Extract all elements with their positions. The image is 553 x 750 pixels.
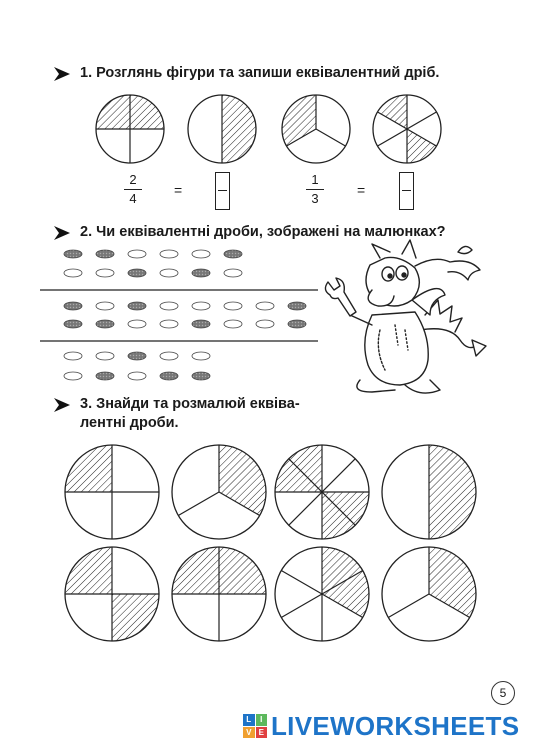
equals-sign: = [174,182,183,198]
task1-circle-halves [188,95,256,163]
answer-fraction-box-2[interactable] [399,172,414,210]
liveworksheets-logo [243,712,519,740]
task1-circle-thirds [282,95,350,163]
logo-mark-icon: L I V E [243,714,267,738]
dragon-illustration [325,240,486,393]
answer-fraction-box-1[interactable] [215,172,230,210]
task3-circle-6-quarters [172,547,266,641]
page-number: 5 [491,681,515,705]
task3-circle-2-thirds [172,445,266,539]
task3-circle-1-quarters [65,445,159,539]
task1-circle-sixths [373,95,441,163]
task-3-heading-line2: лентні дроби. [80,415,179,431]
task-2-heading: 2. Чи еквівалентні дроби, зображені на малюнках? [52,223,446,242]
logo-text: LIVEWORKSHEETS [271,710,520,741]
fraction-1-3: 1 3 [306,172,324,207]
task2-oval-group-3 [64,352,210,380]
task3-circle-7-sixths [275,547,369,641]
task-1-heading: 1. Розглянь фігури та запиши еквівалентний дріб. [52,64,439,83]
task-3-heading: 3. Знайди та розмалюй еквіва- [52,395,300,414]
task3-circle-4-halves [382,445,476,539]
equals-sign: = [357,182,366,198]
task3-circle-8-thirds [382,547,476,641]
task2-oval-group-2 [64,302,306,328]
task3-circle-5-quarters [65,547,159,641]
task3-circle-3-eighths [275,445,369,539]
fraction-2-4: 2 4 [124,172,142,207]
task2-oval-group-1 [64,250,242,277]
task1-circle-quarters [96,95,164,163]
